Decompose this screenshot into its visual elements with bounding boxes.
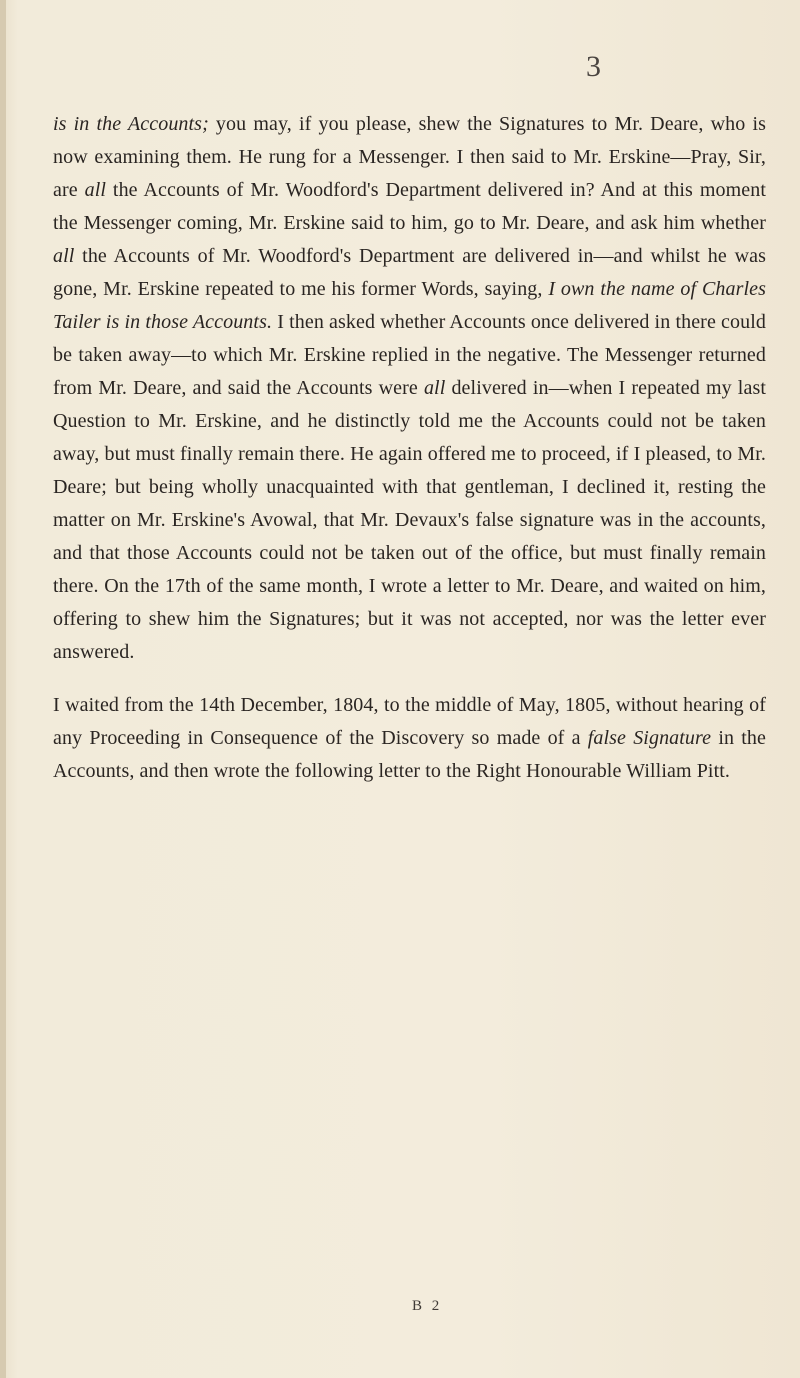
text-segment: delivered in—when I repeated my last Question to Mr. Erskine, and he distinctly told me the Accounts could not be taken away, but must finally remain there. He again offered me to proceed, if I pleased, to Mr. Deare; but being wholly unacquainted with that gentleman, I declined it, resting the matter on Mr. Erskine's Avowal, that Mr. Devaux's false signature was in the accounts, and that those Accounts could not be taken out of the office, but must finally remain there. On the 17th of the same month, I wrote a letter to Mr. Deare, and waited on him, offering to shew him the Signatures; but it was not accepted, nor was the letter ever answered. [53, 377, 766, 663]
text-segment: the Accounts of Mr. Woodford's Department delivered in? And at this moment the Messenger coming, Mr. Erskine said to him, go to Mr. Deare, and ask him whether [53, 179, 766, 234]
text-segment: I own the name of Charles Tailer is in those Accounts. [53, 278, 766, 333]
text-segment: all [84, 179, 107, 201]
text-segment: the Accounts of Mr. Woodford's Department are delivered in—and whilst he was gone, Mr. Erskine repeated to me his former Words, saying, [53, 245, 766, 300]
body-text [53, 108, 766, 788]
text-segment: is in the Accounts; [53, 113, 209, 135]
text-segment: all [423, 377, 446, 399]
text-segment: I waited from the 14th December, 1804, to the middle of May, 1805, without hearing of any Proceeding in Consequence of the Discovery so made of a [53, 694, 766, 749]
page-edge-shadow [0, 0, 6, 1378]
printer-signature-mark: B 2 [412, 1298, 443, 1314]
page-number: 3 [586, 50, 601, 83]
text-segment: in the Accounts, and then wrote the following letter to the Right Honourable William Pitt. [53, 727, 766, 782]
text-segment: all [53, 245, 75, 267]
text-segment: I then asked whether Accounts once delivered in there could be taken away—to which Mr. Erskine replied in the negative. The Messenger returned from Mr. Deare, and said the Accounts were [53, 311, 766, 399]
text-segment: you may, if you please, shew the Signatures to Mr. Deare, who is now examining them. He rung for a Messenger. I then said to Mr. Erskine—Pray, Sir, are [53, 113, 766, 201]
text-segment: false Signature [587, 727, 712, 749]
paragraph-2 [53, 689, 766, 788]
paragraph-1 [53, 108, 766, 669]
